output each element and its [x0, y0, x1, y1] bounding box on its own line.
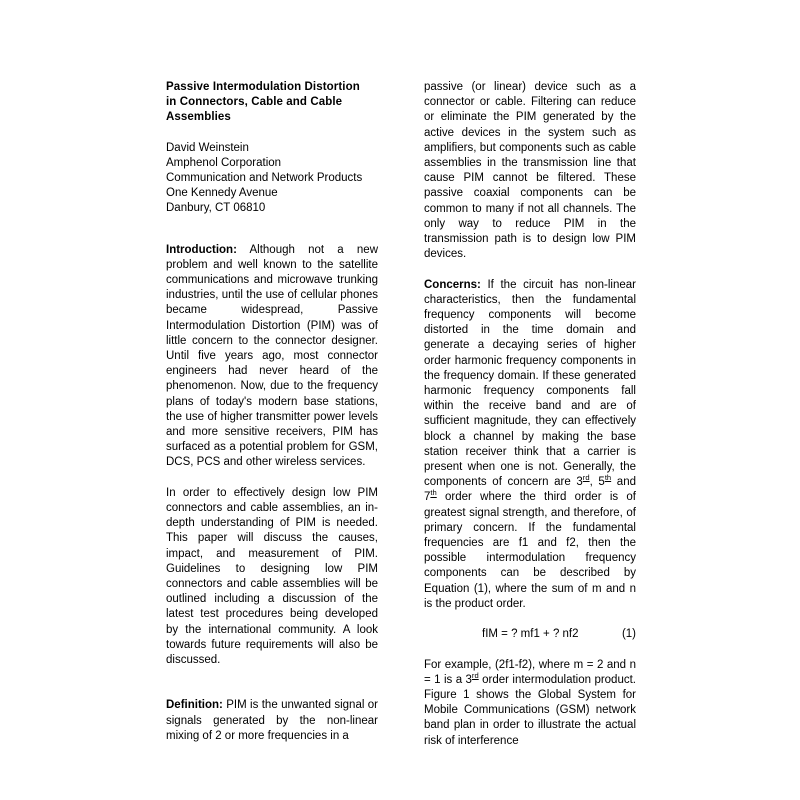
title-line-3: Assemblies — [166, 111, 231, 124]
section-concerns — [424, 278, 636, 612]
concerns-body-part3: and 7 — [424, 476, 636, 504]
title-line-1: Passive Intermodulation Distortion — [166, 81, 360, 93]
section-introduction — [166, 243, 378, 471]
concerns-body-part4: order where the third order is of greatest signal strength, and therefore, of primary concern. If the fundamental frequencies are f1 and f2, then the possible intermodulation frequency components can be described by Equation (1), where the sum of m and n is the product order. — [424, 491, 636, 610]
example-text-part1: For example, (2f1-f2), where m = 2 and n = 1 is a 3 — [424, 658, 636, 686]
paragraph-example — [424, 658, 636, 749]
page-title — [166, 80, 378, 126]
equation-expression: fIM = ? mf1 + ? nf2 — [482, 628, 579, 641]
author-name: David Weinstein — [166, 141, 249, 154]
author-division: Communication and Network Products — [166, 172, 363, 185]
author-city-state-zip: Danbury, CT 06810 — [166, 202, 266, 215]
right-column — [424, 80, 636, 749]
definition-body: PIM is the unwanted signal or signals generated by the non-linear mixing of 2 or more frequencies in a — [166, 699, 378, 742]
author-affiliation-block — [166, 141, 378, 217]
equation-number: (1) — [621, 628, 636, 641]
ordinal-suffix-fifth: th — [604, 473, 612, 483]
author-company: Amphenol Corporation — [166, 156, 282, 169]
introduction-body: Although not a new problem and well known to the satellite communications and microwave trunking industries, until the use of cellular phones became widespread, Passive Intermodulation Distortion (PIM) was of little concern to the connector designer. Until five years ago, most connector engineers had never heard of the phenomenon. Now, due to the frequency plans of today's modern base stations, the use of higher transmitter power levels and more sensitive receivers, PIM has surfaced as a potential problem for GSM, DCS, PCS and other wireless services. — [166, 243, 378, 469]
equation-1 — [424, 627, 636, 642]
definition-continued: passive (or linear) device such as a connector or cable. Filtering can reduce or eliminate the PIM generated by the active devices in the system such as amplifiers, but components such as cable assemblies in the transmission line that cause PIM cannot be filtered. These passive coaxial components can be common to many if not all channels. The only way to reduce PIM in the transmission path is to design low PIM devices. — [424, 81, 636, 261]
example-text-part2: order intermodulation product. Figure 1 shows the Global System for Mobile Communications (GSM) network band plan in order to illustrate the actual risk of interference — [424, 673, 636, 747]
two-column-layout — [166, 80, 636, 749]
concerns-body-part1: If the circuit has non-linear characteristics, then the fundamental frequency components will become distorted in the time domain and generate a decaying series of higher order harmonic frequency components in the frequency domain. If these generated harmonic frequency components fall within the receive band and are of sufficient magnitude, they can effectively block a channel by making the base station receiver think that a carrier is present when one is not. Generally, the components of concern are 3 — [424, 278, 636, 489]
author-street: One Kennedy Avenue — [166, 187, 278, 200]
introduction-heading: Introduction: — [166, 243, 237, 256]
paragraph-scope: In order to effectively design low PIM connectors and cable assemblies, an in-depth understanding of PIM is needed. This paper will discuss the causes, impact, and measurement of PIM. Guidelines to designing low PIM connectors and cable assemblies will be outlined including a discussion of the latest test procedures being developed by the international community. A look towards future requirements will also be discussed. — [166, 486, 378, 667]
concerns-body-part2: , 5 — [589, 476, 605, 489]
left-column — [166, 80, 378, 749]
ordinal-suffix-third: rd — [582, 473, 590, 483]
concerns-heading: Concerns: — [424, 278, 481, 291]
ordinal-suffix-third-example: rd — [471, 671, 479, 681]
title-line-2: in Connectors, Cable and Cable — [166, 96, 343, 109]
section-definition — [166, 698, 378, 744]
definition-heading: Definition: — [166, 699, 223, 712]
ordinal-suffix-seventh: th — [430, 488, 437, 498]
